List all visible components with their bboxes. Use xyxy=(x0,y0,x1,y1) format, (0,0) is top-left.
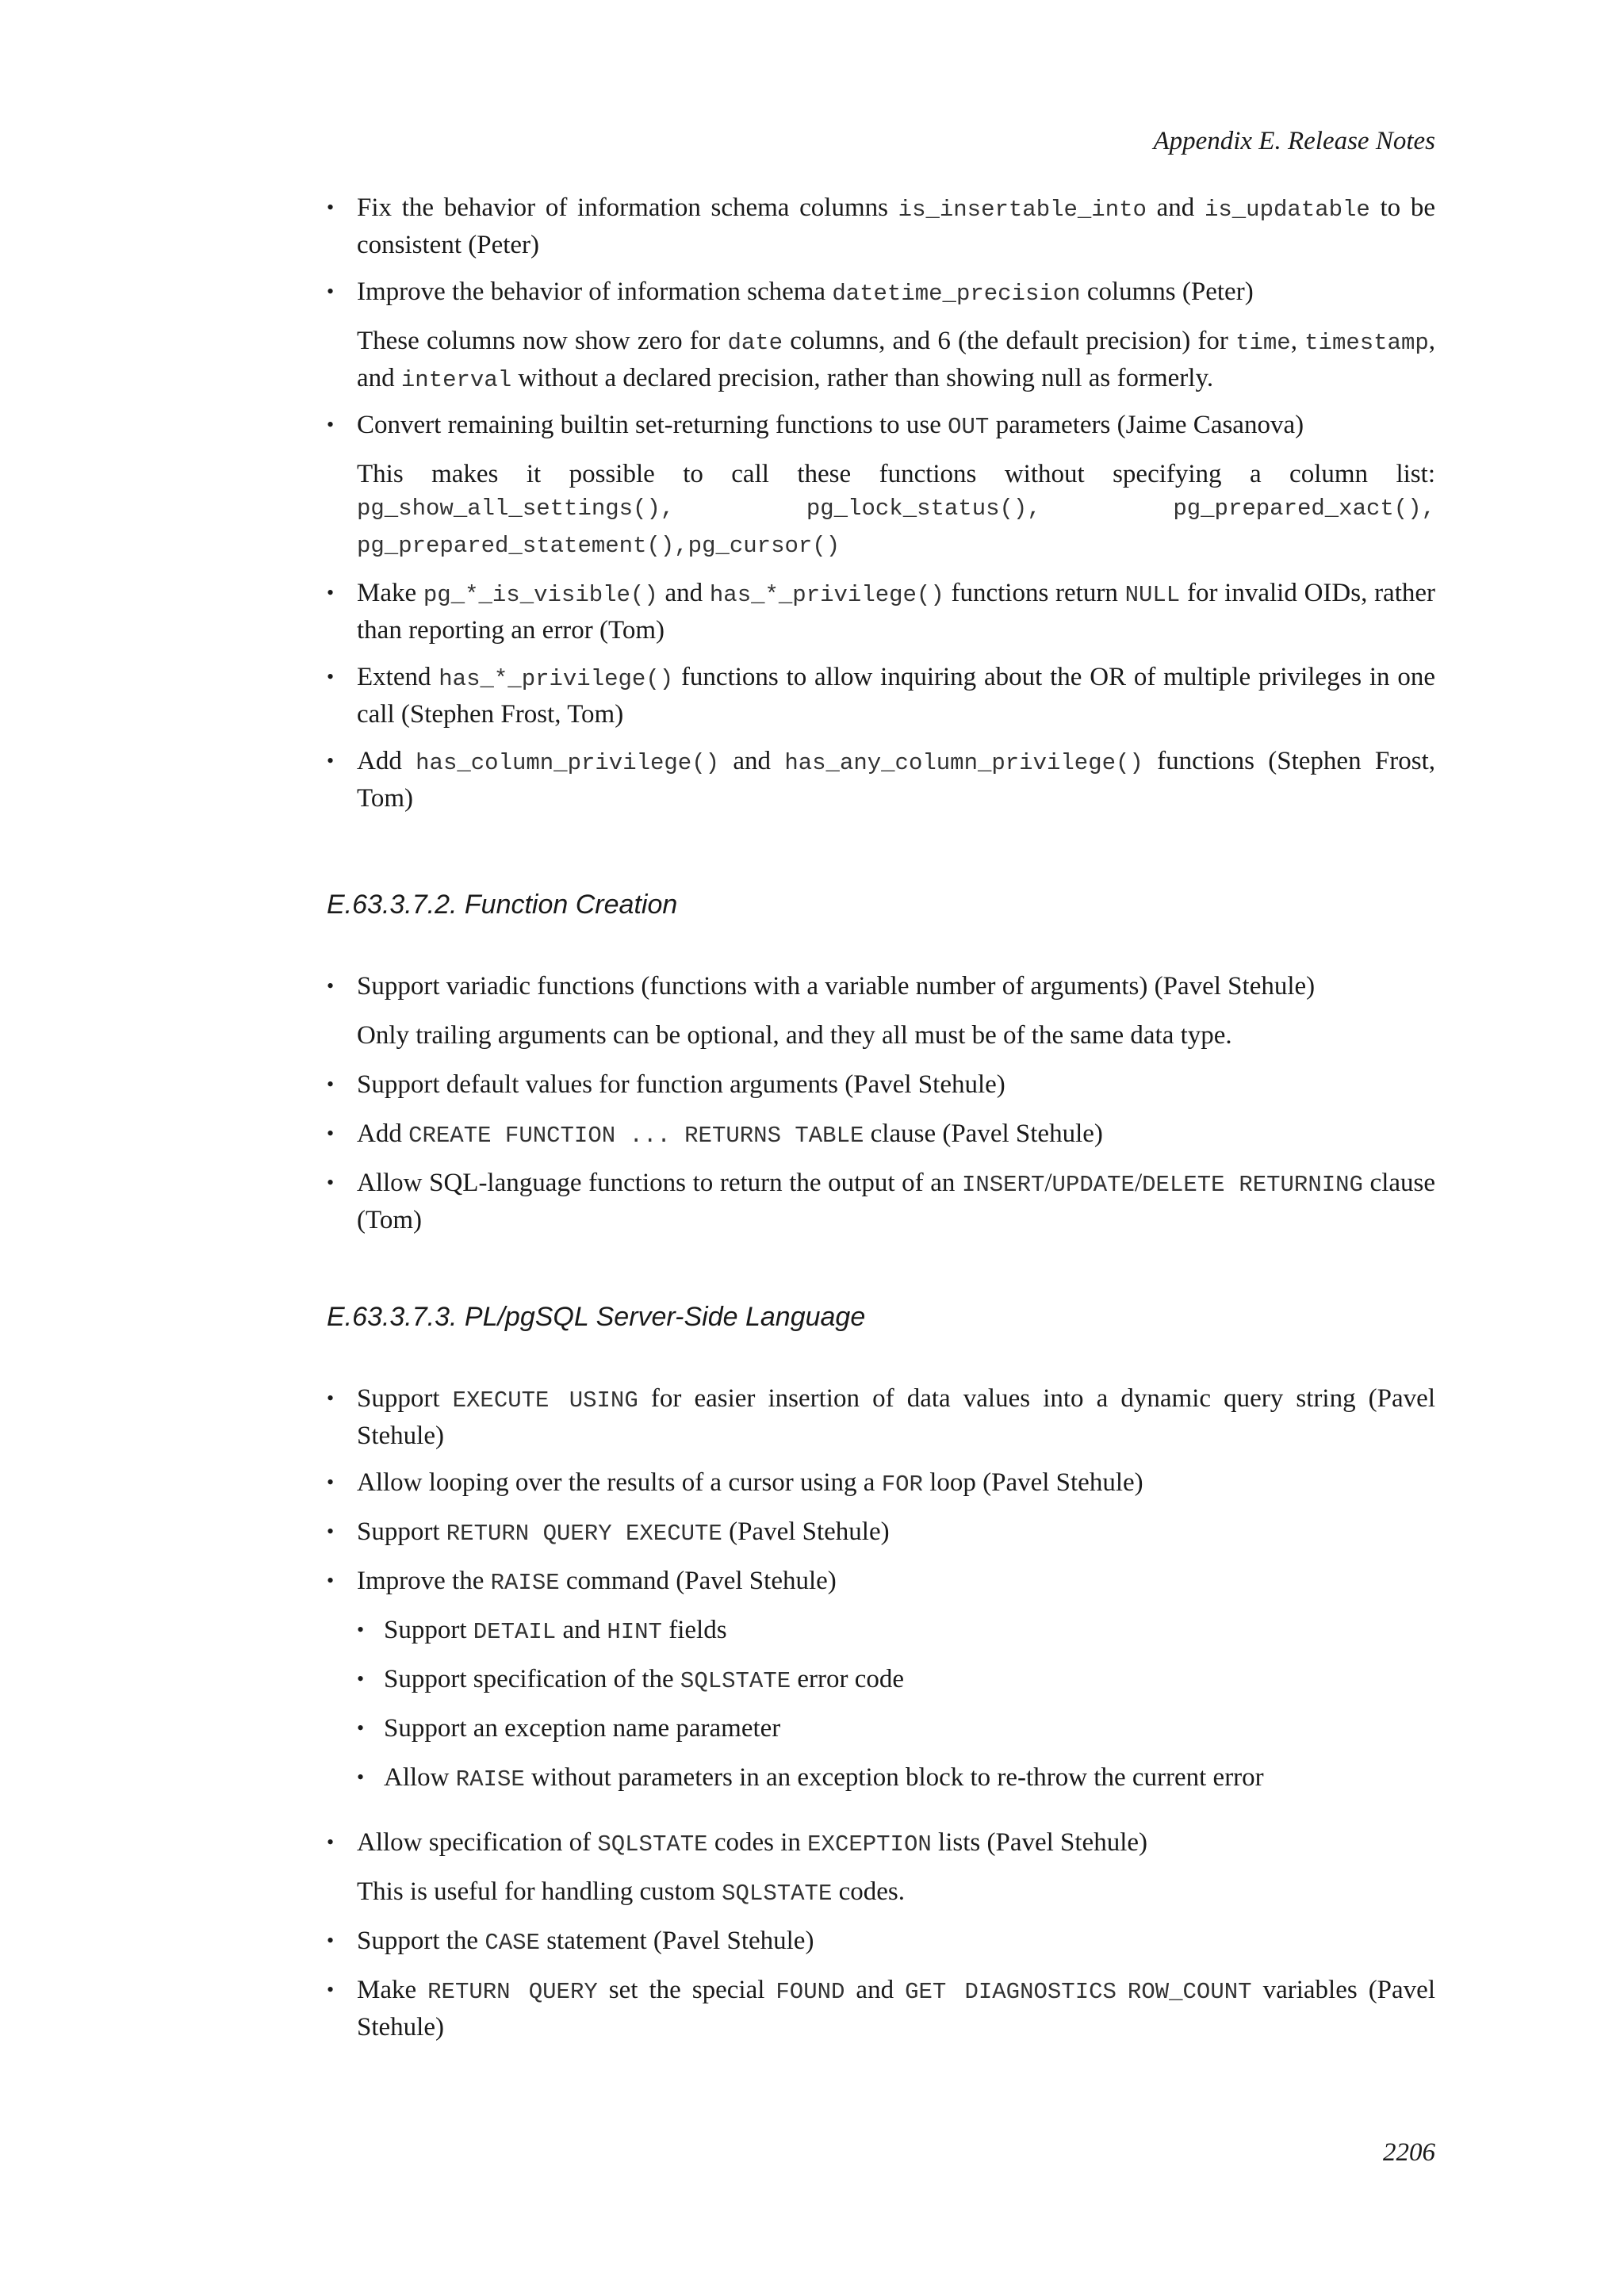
item-note: This makes it possible to call these functions without specifying a column list: pg_show_all_settings(), pg_lock_status(), pg_prepared_xact(), pg_prepared_statement(),pg_cursor() xyxy=(357,457,1435,564)
code-literal: is_updatable xyxy=(1204,197,1370,223)
item-note: This is useful for handling custom SQLSTATE codes. xyxy=(357,1877,905,1907)
item-note: These columns now show zero for date columns, and 6 (the default precision) for time, timestamp, and interval without a declared precision, rather than showing null as formerly. xyxy=(357,327,1436,393)
list-item: • Add has_column_privilege() and has_any_column_privilege() functions (Stephen Frost, Tom) xyxy=(327,744,1435,816)
list-item: • Allow specification of SQLSTATE codes in EXCEPTION lists (Pavel Stehule) xyxy=(327,1825,1435,1862)
bullet-icon: • xyxy=(327,749,335,772)
section-title: E.63.3.7.2. Function Creation xyxy=(327,890,678,920)
page-number: 2206 xyxy=(1383,2138,1435,2167)
bullet-icon: • xyxy=(327,581,335,604)
bullet-icon: • xyxy=(357,1618,365,1641)
list-item: • Convert remaining builtin set-returning functions to use OUT parameters (Jaime Casanova) xyxy=(327,408,1435,445)
list-item: • Make pg_*_is_visible() and has_*_privilege() functions return NULL for invalid OIDs, rather than reporting an error (Tom) xyxy=(327,576,1435,648)
sub-list-item: • Allow RAISE without parameters in an exception block to re-throw the current error xyxy=(357,1760,1435,1797)
bullet-icon: • xyxy=(327,1520,335,1543)
item-note: Only trailing arguments can be optional, and they all must be of the same data type. xyxy=(357,1021,1232,1050)
section-title: E.63.3.7.3. PL/pgSQL Server-Side Language xyxy=(327,1302,866,1332)
running-header: Appendix E. Release Notes xyxy=(1153,127,1435,155)
bullet-icon: • xyxy=(327,1831,335,1854)
bullet-icon: • xyxy=(327,974,335,997)
text: to be consistent (Peter) xyxy=(357,193,1436,259)
list-item: • Make RETURN QUERY set the special FOUND and GET DIAGNOSTICS ROW_COUNT variables (Pavel Stehule) xyxy=(327,1973,1435,2045)
sub-list-item: • Support DETAIL and HINT fields xyxy=(357,1613,1435,1650)
list-item: • Improve the RAISE command (Pavel Stehule) xyxy=(327,1563,1435,1601)
bullet-icon: • xyxy=(327,1471,335,1494)
bullet-icon: • xyxy=(327,1569,335,1592)
bullet-icon: • xyxy=(327,1073,335,1096)
bullet-icon: • xyxy=(327,1387,335,1410)
list-item: • Support EXECUTE USING for easier insertion of data values into a dynamic query string (Pavel Stehule) xyxy=(327,1381,1435,1453)
sub-list-item: • Support an exception name parameter xyxy=(357,1711,1435,1746)
bullet-icon: • xyxy=(327,1122,335,1145)
code-literal: is_insertable_into xyxy=(898,197,1147,223)
list-item: • Allow SQL-language functions to return the output of an INSERT/UPDATE/DELETE RETURNING clause (Tom) xyxy=(327,1165,1435,1238)
bullet-icon: • xyxy=(357,1716,365,1739)
list-item: • Support the CASE statement (Pavel Stehule) xyxy=(327,1923,1435,1961)
function-list-line: pg_show_all_settings(), pg_lock_status(), pg_prepared_xact(), xyxy=(357,496,1435,522)
bullet-icon: • xyxy=(357,1667,365,1690)
list-item xyxy=(327,190,1435,262)
code-literal: datetime_precision xyxy=(832,281,1081,307)
bullet-icon: • xyxy=(327,665,335,688)
bullet-icon: • xyxy=(327,1929,335,1952)
bullet-icon: • xyxy=(327,413,335,436)
function-list-line: pg_prepared_statement(),pg_cursor() xyxy=(357,533,841,559)
bullet-icon: • xyxy=(357,1766,365,1789)
text: Improve the behavior of information schema xyxy=(357,277,833,306)
text: Fix the behavior of information schema columns xyxy=(357,193,898,222)
list-item: • Allow looping over the results of a cursor using a FOR loop (Pavel Stehule) xyxy=(327,1465,1435,1502)
list-item: • Add CREATE FUNCTION ... RETURNS TABLE clause (Pavel Stehule) xyxy=(327,1116,1435,1154)
list-item: • Support RETURN QUERY EXECUTE (Pavel Stehule) xyxy=(327,1514,1435,1552)
list-item: • Support variadic functions (functions with a variable number of arguments) (Pavel Stehule) xyxy=(327,969,1435,1004)
text: and xyxy=(1146,193,1205,222)
list-item: • Support default values for function arguments (Pavel Stehule) xyxy=(327,1067,1435,1102)
bullet-icon: • xyxy=(327,1171,335,1194)
list-item xyxy=(327,274,1435,312)
list-item: • Extend has_*_privilege() functions to allow inquiring about the OR of multiple privileges in one call (Stephen Frost, Tom) xyxy=(327,660,1435,732)
text: columns (Peter) xyxy=(1080,277,1254,306)
bullet-icon: • xyxy=(327,1978,335,2001)
sub-list-item: • Support specification of the SQLSTATE error code xyxy=(357,1662,1435,1699)
bullet-icon: • xyxy=(327,196,335,219)
bullet-icon: • xyxy=(327,280,335,303)
